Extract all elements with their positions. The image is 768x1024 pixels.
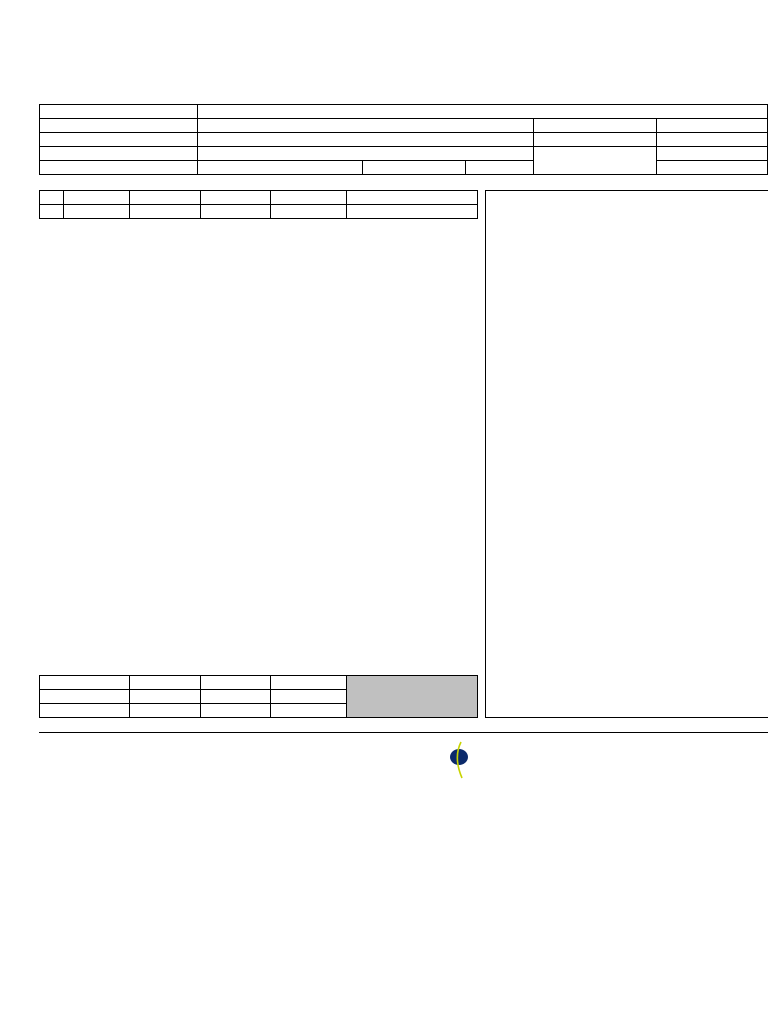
instrument-label	[533, 119, 656, 133]
period-value	[198, 161, 362, 175]
summary-cell	[201, 690, 271, 704]
minus-2s-label	[656, 147, 767, 161]
qc-chart-frame	[485, 190, 768, 718]
unit-value	[465, 161, 533, 175]
summary-cell	[271, 690, 347, 704]
control-name-label	[533, 133, 656, 147]
biomerieux-logo	[404, 740, 514, 782]
col-c-factor	[130, 191, 201, 205]
col-no	[40, 191, 64, 205]
header-info-table	[39, 104, 768, 175]
table-header-row	[40, 191, 478, 205]
table-body	[40, 205, 478, 219]
period-label	[40, 161, 198, 175]
summary-sd-label	[40, 690, 130, 704]
logo-mark	[404, 740, 514, 782]
reagent-label	[40, 133, 198, 147]
test-name-label	[40, 119, 198, 133]
qc-data-table	[39, 190, 478, 219]
footer-divider	[39, 732, 768, 733]
institution-label	[40, 105, 198, 119]
table-row-blank	[40, 205, 478, 219]
target-value-label	[533, 147, 656, 175]
col-date	[64, 191, 130, 205]
logo-globe	[450, 749, 468, 765]
summary-cell	[130, 676, 201, 690]
col-error	[347, 191, 478, 205]
test-name-value	[198, 119, 533, 133]
institution-value	[198, 105, 768, 119]
summary-cv-label	[40, 704, 130, 718]
instrument-value	[656, 119, 767, 133]
summary-avr-label	[40, 676, 130, 690]
summary-cell	[130, 690, 201, 704]
col-r-blank	[201, 191, 271, 205]
summary-cell	[201, 676, 271, 690]
control-name-value	[656, 133, 767, 147]
unit-label	[362, 161, 465, 175]
minus-2s-value	[656, 161, 767, 175]
summary-cell	[271, 704, 347, 718]
summary-cell	[271, 676, 347, 690]
method-value	[198, 147, 533, 161]
method-label	[40, 147, 198, 161]
summary-table	[39, 675, 478, 718]
reagent-value	[198, 133, 533, 147]
summary-shaded-cell	[347, 676, 478, 718]
qc-chart	[485, 190, 768, 718]
summary-cell	[130, 704, 201, 718]
summary-cell	[201, 704, 271, 718]
col-value	[271, 191, 347, 205]
